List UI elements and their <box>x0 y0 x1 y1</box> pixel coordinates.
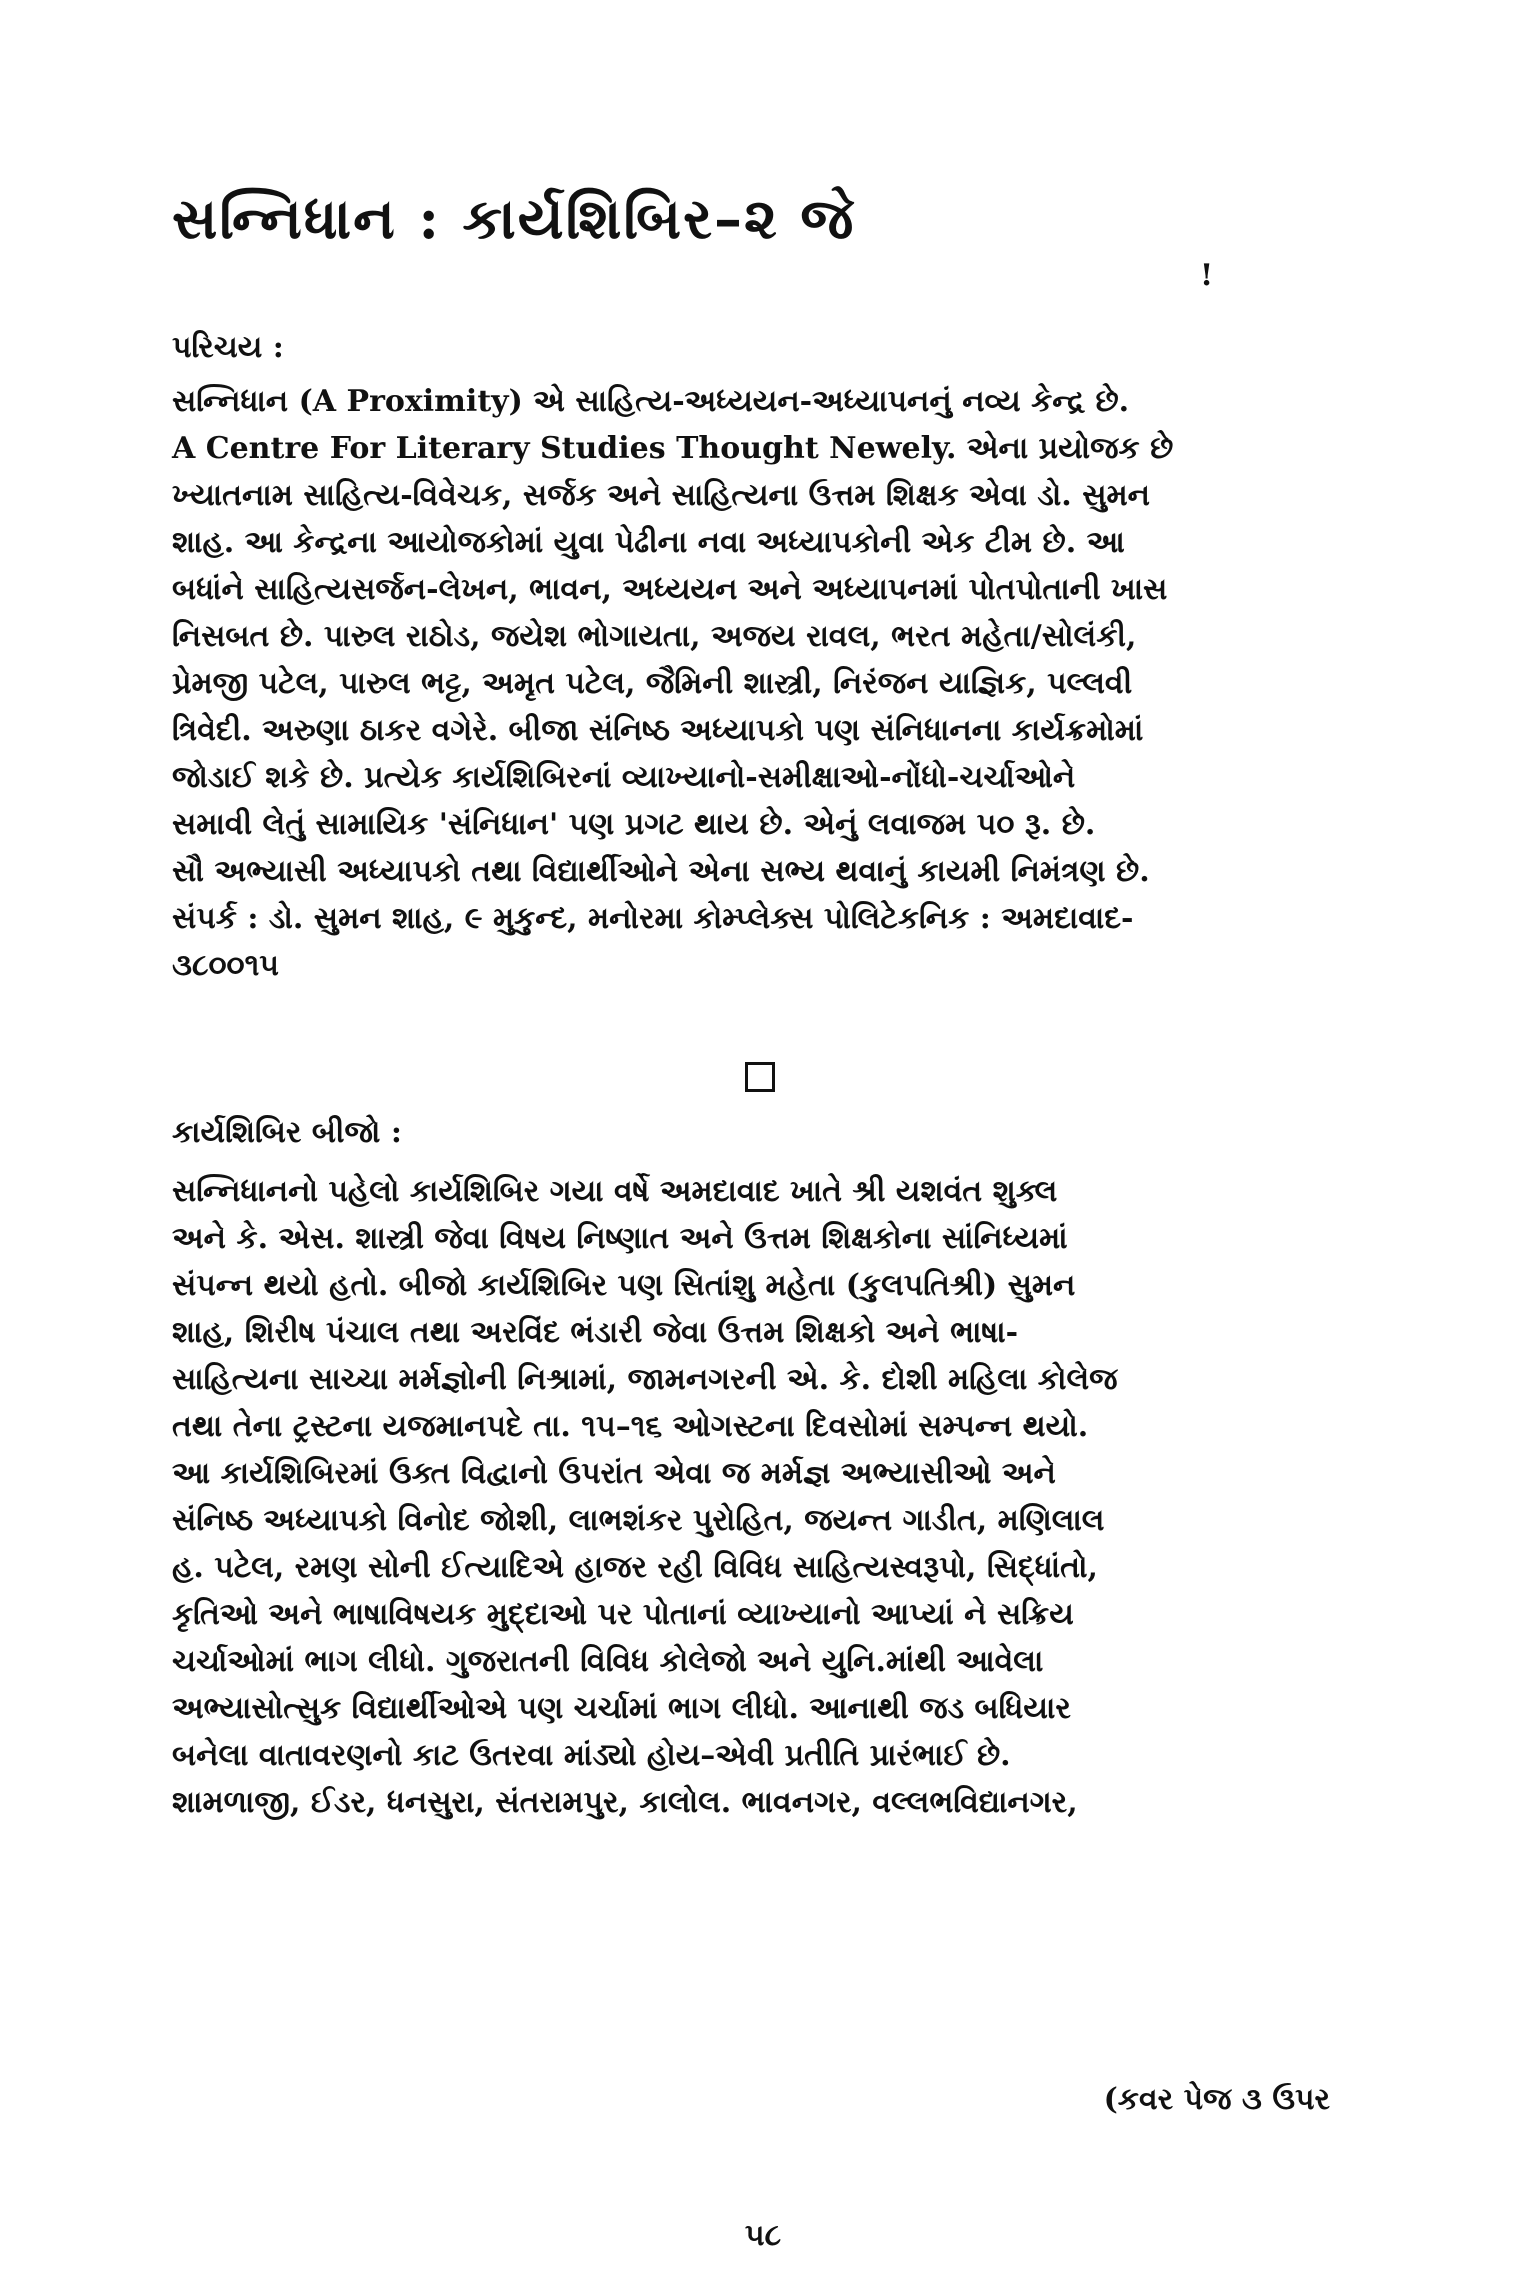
text-line: સન્નિધાનનો પહેલો કાર્યશિબિર ગયા વર્ષે અમદાવાદ ખાતે શ્રી યશવંત શુક્લ <box>172 1174 1058 1209</box>
text-line: ખ્યાતનામ સાહિત્ય-વિવેચક, સર્જક અને સાહિત્યના ઉત્તમ શિક્ષક એવા ડો. સુમન <box>172 478 1151 513</box>
continued-note: (કવર પેજ ૩ ઉપર <box>1103 2082 1330 2117</box>
text-line: અભ્યાસોત્સુક વિદ્યાર્થીઓએ પણ ચર્ચામાં ભાગ લીધો. આનાથી જડ બધિયાર <box>172 1691 1071 1726</box>
text-line: તથા તેના ટ્રસ્ટના યજમાનપદે તા. ૧૫–૧૬ ઓગસ્ટના દિવસોમાં સમ્પન્ન થયો. <box>172 1409 1089 1444</box>
intro-paragraph <box>172 378 1332 989</box>
page-number: ૫૮ <box>744 2218 782 2253</box>
text-line: હ. પટેલ, રમણ સોની ઈત્યાદિએ હાજર રહી વિવિધ સાહિત્યસ્વરૂપો, સિદ્ધાંતો, <box>172 1550 1098 1585</box>
text-line: સંનિષ્ઠ અધ્યાપકો વિનોદ જોશી, લાભશંકર પુરોહિત, જયન્ત ગાડીત, મણિલાલ <box>172 1503 1105 1538</box>
text-line: સંપન્ન થયો હતો. બીજો કાર્યશિબિર પણ સિતાંશુ મહેતા (કુલપતિશ્રી) સુમન <box>172 1268 1076 1303</box>
intro-heading: પરિચય : <box>172 330 284 365</box>
text-line: જોડાઈ શકે છે. પ્રત્યેક કાર્યશિબિરનાં વ્યાખ્યાનો-સમીક્ષાઓ-નોંધો-ચર્ચાઓને <box>172 760 1076 795</box>
text-line: શામળાજી, ઈડર, ધનસુરા, સંતરામપુર, કાલોલ. ભાવનગર, વલ્લભવિદ્યાનગર, <box>172 1785 1078 1820</box>
text-line: પ્રેમજી પટેલ, પારુલ ભટ્ટ, અમૃત પટેલ, જૈમિની શાસ્ત્રી, નિરંજન યાજ્ઞિક, પલ્લવી <box>172 666 1133 701</box>
text-line: બધાંને સાહિત્યસર્જન-લેખન, ભાવન, અધ્યયન અને અધ્યાપનમાં પોતપોતાની ખાસ <box>172 572 1168 607</box>
page-title: સન્નિધાન : કાર્યશિબિર–૨ જે <box>172 186 856 252</box>
text-line: ૩૮૦૦૧૫ <box>172 948 280 983</box>
second-heading: કાર્યશિબિર બીજો : <box>172 1115 402 1150</box>
text-line: કૃતિઓ અને ભાષાવિષયક મુદ્દાઓ પર પોતાનાં વ્યાખ્યાનો આપ્યાં ને સક્રિય <box>172 1597 1074 1632</box>
second-paragraph <box>172 1168 1332 1826</box>
section-divider-box <box>745 1062 775 1092</box>
margin-mark: ! <box>1200 258 1214 293</box>
text-line: શાહ. આ કેન્દ્રના આયોજકોમાં યુવા પેઢીના નવા અધ્યાપકોની એક ટીમ છે. આ <box>172 525 1125 560</box>
text-line: સાહિત્યના સાચ્ચા મર્મજ્ઞોની નિશ્રામાં, જામનગરની એ. કે. દોશી મહિલા કોલેજ <box>172 1362 1118 1397</box>
text-line: સંપર્ક : ડો. સુમન શાહ, ૯ મુકુન્દ, મનોરમા કોમ્પ્લેક્સ પોલિટેકનિક : અમદાવાદ- <box>172 901 1134 936</box>
text-line: ચર્ચાઓમાં ભાગ લીધો. ગુજરાતની વિવિધ કોલેજો અને યુનિ.માંથી આવેલા <box>172 1644 1044 1679</box>
text-line: સમાવી લેતું સામાયિક 'સંનિધાન' પણ પ્રગટ થાય છે. એનું લવાજમ ૫૦ રૂ. છે. <box>172 807 1096 842</box>
text-line: અને કે. એસ. શાસ્ત્રી જેવા વિષય નિષ્ણાત અને ઉત્તમ શિક્ષકોના સાંનિધ્યમાં <box>172 1221 1068 1256</box>
text-line: શાહ, શિરીષ પંચાલ તથા અરવિંદ ભંડારી જેવા ઉત્તમ શિક્ષકો અને ભાષા- <box>172 1315 1019 1350</box>
text-line: સૌ અભ્યાસી અધ્યાપકો તથા વિદ્યાર્થીઓને એના સભ્ય થવાનું કાયમી નિમંત્રણ છે. <box>172 854 1150 889</box>
text-line: બનેલા વાતાવરણનો કાટ ઉતરવા માંડ્યો હોય–એવી પ્રતીતિ પ્રારંભાઈ છે. <box>172 1738 1011 1773</box>
text-line: સન્નિધાન (A Proximity) એ સાહિત્ય-અધ્યયન-અધ્યાપનનું નવ્ય કેન્દ્ર છે. <box>172 384 1130 419</box>
text-line: નિસબત છે. પારુલ રાઠોડ, જયેશ ભોગાયતા, અજય રાવલ, ભરત મહેતા/સોલંકી, <box>172 619 1137 654</box>
text-line: આ કાર્યશિબિરમાં ઉક્ત વિદ્વાનો ઉપરાંત એવા જ મર્મજ્ઞ અભ્યાસીઓ અને <box>172 1456 1056 1491</box>
text-line: A Centre For Literary Studies Thought Newely. એના પ્રયોજક છે <box>172 431 1174 466</box>
text-line: ત્રિવેદી. અરુણા ઠાકર વગેરે. બીજા સંનિષ્ઠ અધ્યાપકો પણ સંનિધાનના કાર્યક્રમોમાં <box>172 713 1144 748</box>
